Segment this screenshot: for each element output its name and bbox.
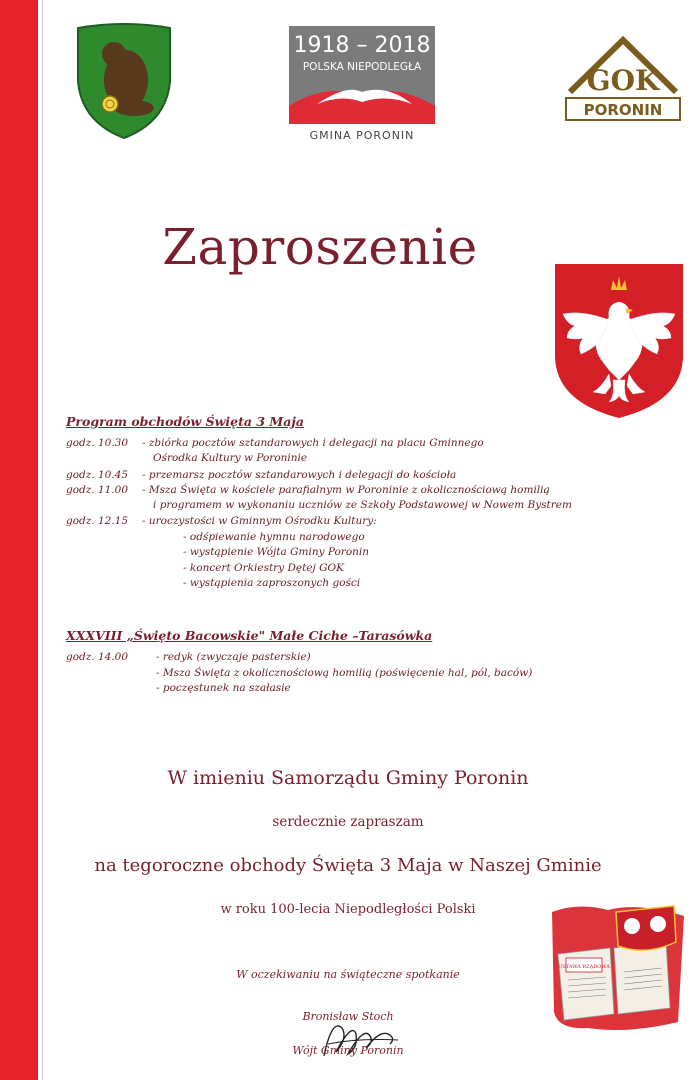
list-item [66,436,484,451]
red-border-stripe [0,0,38,1080]
program-time: godz. 10.45 [66,469,129,481]
program-heading: Program obchodów Święta 3 Maja [66,414,304,429]
gmina-crest-icon [74,22,174,140]
bacowskie-heading: XXXVIII „Święto Bacowskie" Małe Ciche –Tarasówka [66,628,433,643]
program-time: godz. 10.30 [66,437,129,449]
list-item: - odśpiewanie hymnu narodowego [183,531,365,543]
list-item: - Msza Święta z okolicznościową homilią (poświęcenie hal, pól, baców) [156,667,533,679]
gok-top: GOK [586,64,660,97]
program-time: godz. 12.15 [66,515,129,527]
list-item [66,468,456,483]
logo-years: 1918 – 2018 [293,33,431,58]
signer-role: Wójt Gminy Poronin [292,1044,404,1057]
program-text: - zbiórka pocztów sztandarowych i delegacji na placu Gminnego [142,437,484,449]
logo-subtitle: POLSKA NIEPODLEGŁA [302,61,422,73]
closing-line-5: W oczekiwaniu na świąteczne spotkanie [236,968,460,981]
list-item: Ośrodka Kultury w Poroninie [153,452,308,464]
list-item [66,483,550,498]
list-item: - koncert Orkiestry Dętej GOK [183,562,344,574]
list-item [66,650,311,665]
program-text: - przemarsz pocztów sztandarowych i delegacji do kościoła [142,469,457,481]
page-title: Zaproszenie [162,218,478,276]
independence-100-logo [287,26,437,144]
program-time: godz. 11.00 [66,484,129,496]
list-item [66,514,377,529]
program-text: - uroczystości w Gminnym Ośrodku Kultury: [142,515,377,527]
gok-bottom: PORONIN [583,101,663,119]
list-item: i programem w wykonaniu uczniów ze Szkoły Podstawowej w Nowem Bystrem [153,499,572,511]
constitution-book-icon [548,902,688,1034]
list-item: - wystąpienie Wójta Gminy Poronin [183,546,370,558]
gok-poronin-logo [562,36,684,124]
bacowskie-text: - redyk (zwyczaje pasterskie) [156,651,311,663]
logo-bottom: GMINA PORONIN [309,129,415,142]
list-item: - poczęstunek na szałasie [156,682,291,694]
polish-eagle-icon [553,262,685,420]
closing-line-3: na tegoroczne obchody Święta 3 Maja w Naszej Gminie [94,855,602,876]
book-cover-text: USTAWA RZĄDOWA [558,964,610,970]
bacowskie-time: godz. 14.00 [66,651,129,663]
closing-line-2: serdecznie zapraszam [272,814,424,830]
signer-name: Bronisław Stoch [302,1010,394,1023]
closing-line-4: w roku 100-lecia Niepodległości Polski [220,902,476,917]
closing-line-1: W imieniu Samorządu Gminy Poronin [167,767,529,789]
border-line [42,0,43,1080]
program-text: - Msza Święta w kościele parafialnym w Poroninie z okolicznościową homilią [142,484,550,496]
list-item: - wystąpienia zaproszonych gości [183,577,361,589]
